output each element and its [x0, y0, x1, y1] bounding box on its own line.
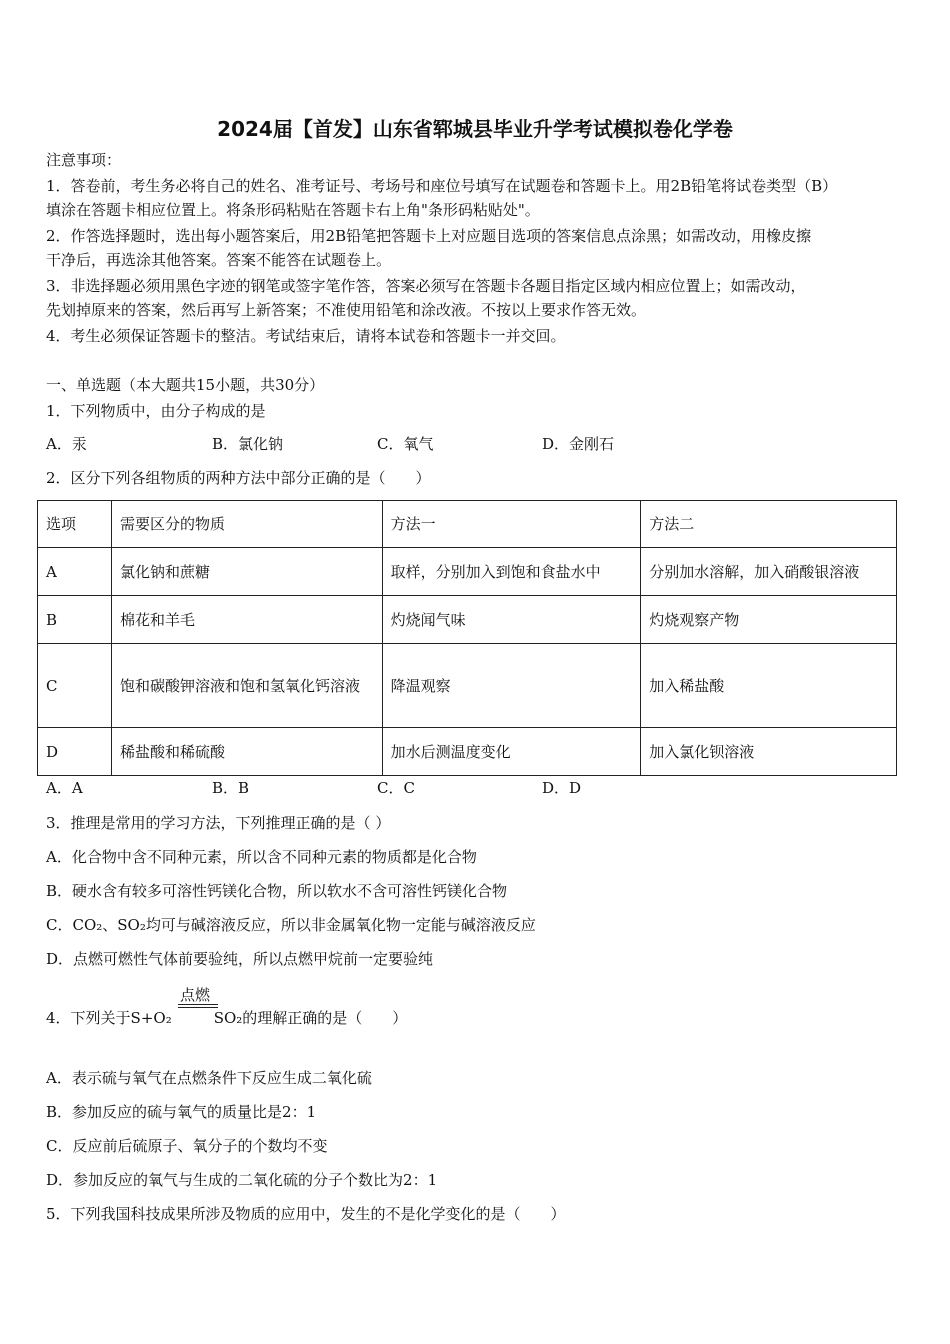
q2-option-b[interactable]: B．B — [212, 779, 250, 797]
table-cell: 灼烧观察产物 — [641, 596, 897, 644]
q3-option-d[interactable]: D．点燃可燃性气体前要验纯，所以点燃甲烷前一定要验纯 — [46, 950, 434, 968]
equation-bar — [178, 1004, 218, 1005]
q2-option-c[interactable]: C．C — [377, 779, 415, 797]
q4-option-b[interactable]: B．参加反应的硫与氧气的质量比是2：1 — [46, 1103, 317, 1121]
table-cell: C — [38, 644, 112, 728]
q4-option-d[interactable]: D．参加反应的氧气与生成的二氧化硫的分子个数比为2：1 — [46, 1171, 438, 1189]
page-title: 2024届【首发】山东省郓城县毕业升学考试模拟卷化学卷 — [217, 117, 733, 141]
q3-option-c[interactable]: C．CO₂、SO₂均可与碱溶液反应，所以非金属氧化物一定能与碱溶液反应 — [46, 916, 536, 934]
table-cell: 灼烧闻气味 — [382, 596, 641, 644]
q1-option-d[interactable]: D．金刚石 — [542, 435, 615, 453]
table-cell: B — [38, 596, 112, 644]
q4-reactant: S+O₂ — [130, 1009, 172, 1027]
notice-line: 1．答卷前，考生务必将自己的姓名、准考证号、考场号和座位号填写在试题卷和答题卡上。用2B铅笔将试卷类型（B） — [46, 177, 838, 195]
table-header-cell: 方法一 — [382, 501, 641, 548]
notice-line: 4．考生必须保证答题卡的整洁。考试结束后，请将本试卷和答题卡一并交回。 — [46, 327, 566, 345]
table-header-cell: 选项 — [38, 501, 112, 548]
reaction-condition: 点燃 — [180, 986, 211, 1004]
notice-line: 先划掉原来的答案，然后再写上新答案；不准使用铅笔和涂改液。不按以上要求作答无效。 — [46, 301, 647, 319]
table-cell: D — [38, 728, 112, 776]
table-cell: 取样，分别加入到饱和食盐水中 — [382, 548, 641, 596]
q4-prefix: 4．下列关于 — [46, 1009, 131, 1027]
table-cell: A — [38, 548, 112, 596]
table-row — [38, 596, 897, 644]
q2-stem: 2．区分下列各组物质的两种方法中部分正确的是（ ） — [46, 469, 431, 487]
q1-stem: 1．下列物质中，由分子构成的是 — [46, 402, 266, 420]
table-header-cell: 方法二 — [641, 501, 897, 548]
q4-product: SO₂ — [213, 1009, 243, 1027]
notice-line: 填涂在答题卡相应位置上。将条形码粘贴在答题卡右上角"条形码粘贴处"。 — [46, 201, 540, 219]
table-cell: 加入氯化钡溶液 — [641, 728, 897, 776]
section-heading: 一、单选题（本大题共15小题，共30分） — [46, 376, 325, 394]
table-cell: 饱和碳酸钾溶液和饱和氢氧化钙溶液 — [111, 644, 382, 728]
q2-table — [37, 500, 897, 776]
q3-stem: 3．推理是常用的学习方法，下列推理正确的是（ ） — [46, 814, 391, 832]
notice-line: 2．作答选择题时，选出每小题答案后，用2B铅笔把答题卡上对应题目选项的答案信息点涂黑；如需改动，用橡皮擦 — [46, 227, 812, 245]
table-header-row — [38, 501, 897, 548]
table-cell: 棉花和羊毛 — [111, 596, 382, 644]
q4-option-c[interactable]: C．反应前后硫原子、氧分子的个数均不变 — [46, 1137, 328, 1155]
table-cell: 加入稀盐酸 — [641, 644, 897, 728]
q4-option-a[interactable]: A．表示硫与氧气在点燃条件下反应生成二氧化硫 — [46, 1069, 372, 1087]
q1-option-c[interactable]: C．氧气 — [377, 435, 434, 453]
q5-stem: 5．下列我国科技成果所涉及物质的应用中，发生的不是化学变化的是（ ） — [46, 1205, 566, 1223]
q1-option-b[interactable]: B．氯化钠 — [212, 435, 284, 453]
notice-line: 3．非选择题必须用黑色字迹的钢笔或签字笔作答，答案必须写在答题卡各题目指定区域内相应位置上；如需改动， — [46, 277, 806, 295]
notice-heading: 注意事项： — [46, 151, 122, 169]
notice-line: 干净后，再选涂其他答案。答案不能答在试题卷上。 — [46, 251, 392, 269]
table-cell: 稀盐酸和稀硫酸 — [111, 728, 382, 776]
table-cell: 降温观察 — [382, 644, 641, 728]
table-cell: 加水后测温度变化 — [382, 728, 641, 776]
table-row — [38, 548, 897, 596]
q4-suffix: 的理解正确的是（ ） — [242, 1009, 408, 1027]
q1-option-a[interactable]: A．汞 — [46, 435, 87, 453]
table-row — [38, 644, 897, 728]
table-cell: 氯化钠和蔗糖 — [111, 548, 382, 596]
table-cell: 分别加水溶解，加入硝酸银溶液 — [641, 548, 897, 596]
q2-option-a[interactable]: A．A — [46, 779, 83, 797]
q4-stem — [46, 1008, 407, 1028]
q2-option-d[interactable]: D．D — [542, 779, 582, 797]
q3-option-a[interactable]: A．化合物中含不同种元素，所以含不同种元素的物质都是化合物 — [46, 848, 477, 866]
table-header-cell: 需要区分的物质 — [111, 501, 382, 548]
q3-option-b[interactable]: B．硬水含有较多可溶性钙镁化合物，所以软水不含可溶性钙镁化合物 — [46, 882, 508, 900]
table-row — [38, 728, 897, 776]
